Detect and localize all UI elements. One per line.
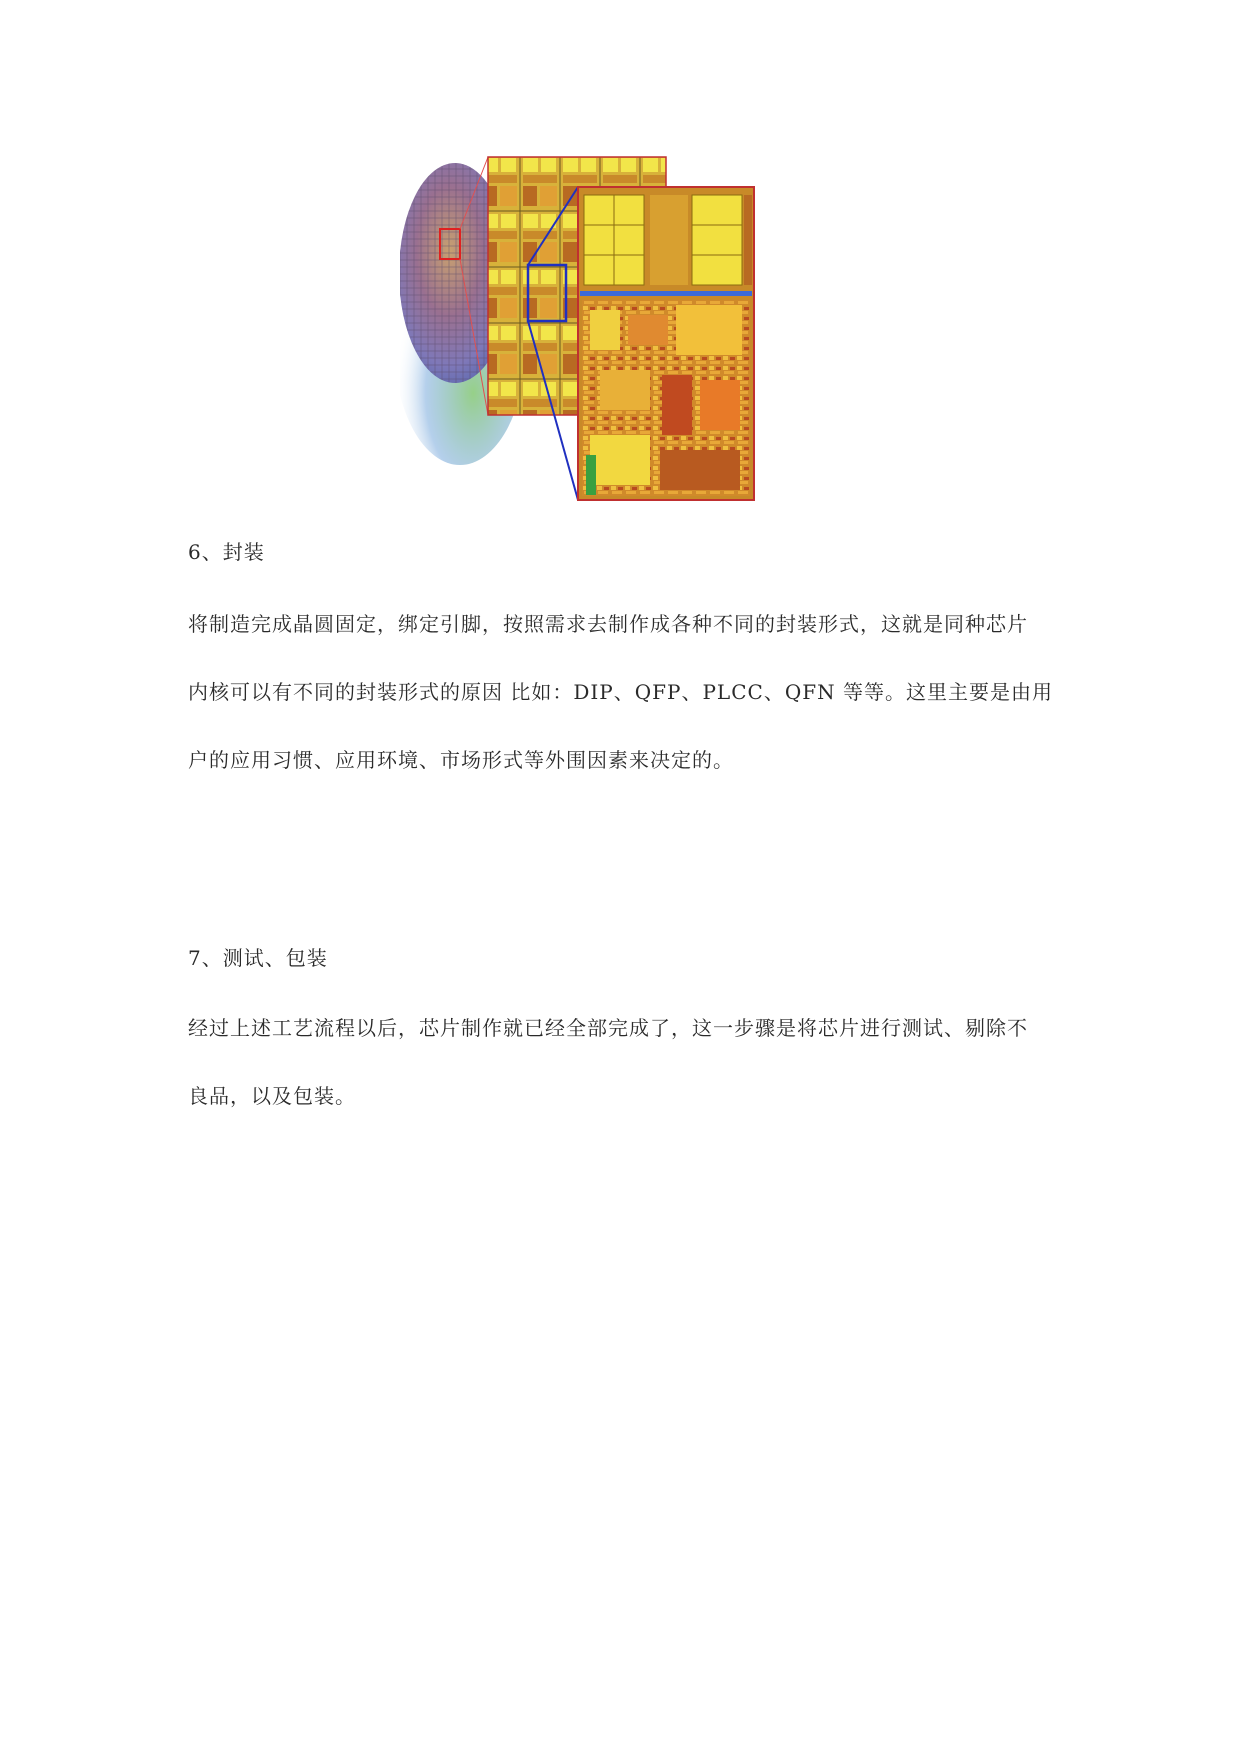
section-7-line-2: 良品，以及包装。 bbox=[188, 1084, 356, 1108]
wafer-die-illustration bbox=[400, 155, 850, 510]
section-7-line-1: 经过上述工艺流程以后，芯片制作就已经全部完成了，这一步骤是将芯片进行测试、剔除不 bbox=[188, 1016, 1028, 1040]
section-6-line-3: 户的应用习惯、应用环境、市场形式等外围因素来决定的。 bbox=[188, 748, 734, 772]
enlarged-die bbox=[578, 187, 754, 500]
section-6-heading: 6、封装 bbox=[188, 540, 265, 564]
section-6-line-1: 将制造完成晶圆固定，绑定引脚，按照需求去制作成各种不同的封装形式，这就是同种芯片 bbox=[188, 612, 1028, 636]
wafer-die-svg bbox=[400, 155, 850, 510]
section-6-line-2: 内核可以有不同的封装形式的原因 比如：DIP、QFP、PLCC、QFN 等等。这里主要是由用 bbox=[188, 680, 1053, 704]
section-7-heading: 7、测试、包装 bbox=[188, 946, 328, 970]
